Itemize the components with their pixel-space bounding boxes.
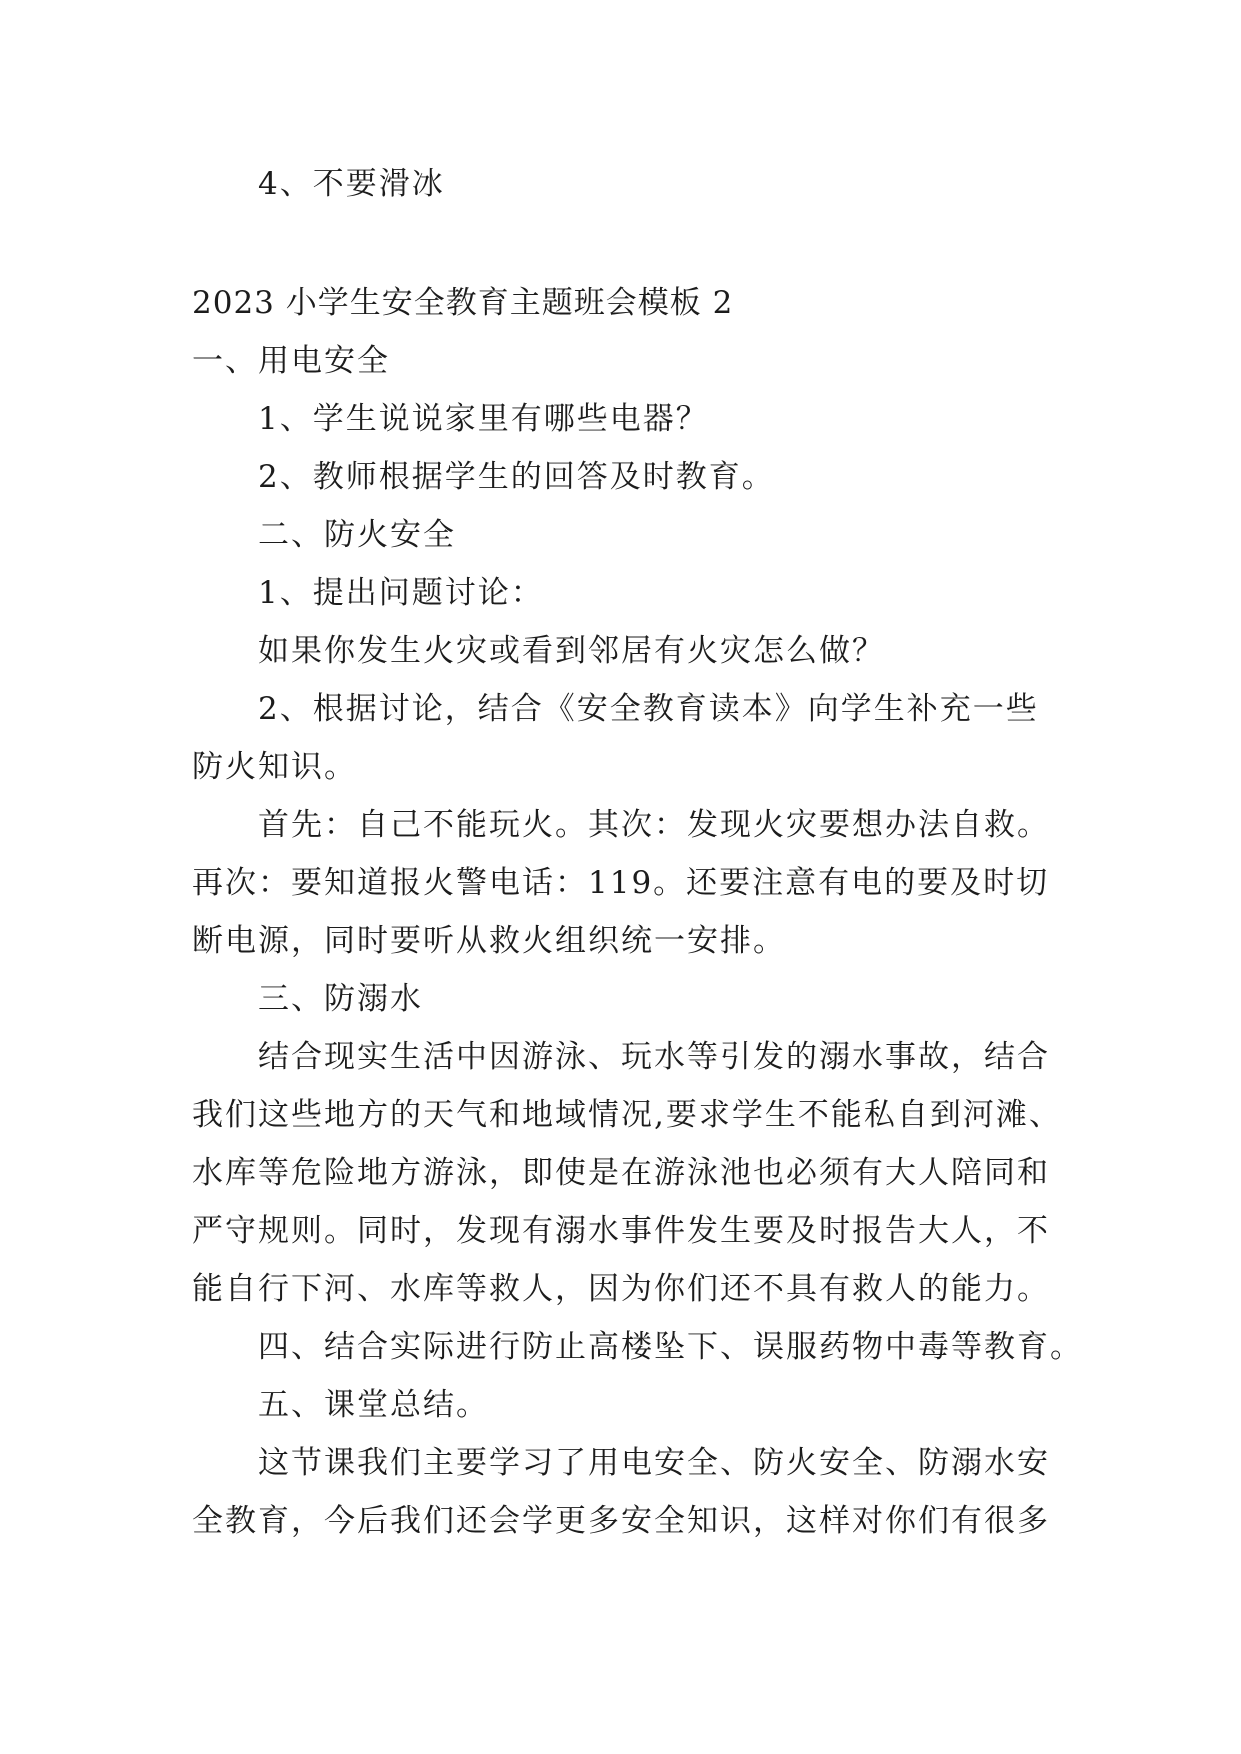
heading-drowning-prevention: 三、防溺水 — [258, 981, 423, 1017]
paragraph-line: 2、根据讨论，结合《安全教育读本》向学生补充一些 — [258, 691, 1039, 727]
heading-fire-safety: 二、防火安全 — [258, 517, 456, 553]
list-item: 1、提出问题讨论： — [258, 575, 544, 611]
paragraph-line: 这节课我们主要学习了用电安全、防火安全、防溺水安 — [258, 1445, 1050, 1481]
list-item: 2、教师根据学生的回答及时教育。 — [258, 459, 775, 495]
paragraph-line: 水库等危险地方游泳，即使是在游泳池也必须有大人陪同和 — [192, 1155, 1050, 1191]
paragraph-line: 断电源，同时要听从救火组织统一安排。 — [192, 923, 786, 959]
paragraph-line: 我们这些地方的天气和地域情况,要求学生不能私自到河滩、 — [192, 1097, 1062, 1133]
list-item: 1、学生说说家里有哪些电器？ — [258, 401, 709, 437]
paragraph-line: 防火知识。 — [192, 749, 357, 785]
paragraph-line: 全教育，今后我们还会学更多安全知识，这样对你们有很多 — [192, 1503, 1050, 1539]
paragraph-line: 能自行下河、水库等救人，因为你们还不具有救人的能力。 — [192, 1271, 1050, 1307]
heading-other-education: 四、结合实际进行防止高楼坠下、误服药物中毒等教育。 — [258, 1329, 1083, 1365]
paragraph-line: 如果你发生火灾或看到邻居有火灾怎么做？ — [258, 633, 885, 669]
paragraph-line: 严守规则。同时，发现有溺水事件发生要及时报告大人，不 — [192, 1213, 1050, 1249]
paragraph-line: 首先：自己不能玩火。其次：发现火灾要想办法自救。 — [258, 807, 1050, 843]
heading-class-summary: 五、课堂总结。 — [258, 1387, 489, 1423]
section-title: 2023 小学生安全教育主题班会模板 2 — [192, 285, 734, 321]
list-item-no-skating: 4、不要滑冰 — [258, 166, 445, 202]
paragraph-line: 结合现实生活中因游泳、玩水等引发的溺水事故，结合 — [258, 1039, 1050, 1075]
heading-electrical-safety: 一、用电安全 — [192, 343, 390, 379]
paragraph-line: 再次：要知道报火警电话：119。还要注意有电的要及时切 — [192, 865, 1050, 901]
